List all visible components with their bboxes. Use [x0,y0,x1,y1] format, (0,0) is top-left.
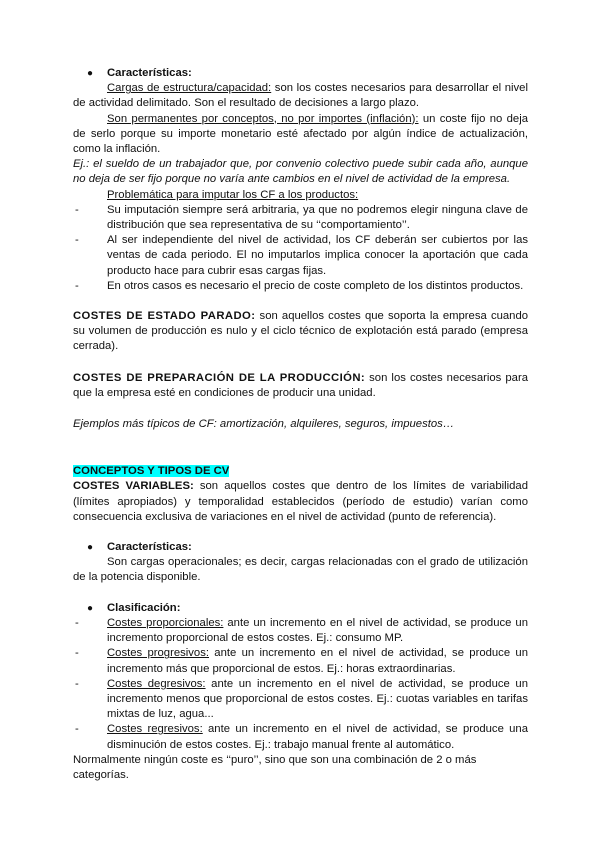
example-paragraph: Ej.: el sueldo de un trabajador que, por convenio colectivo puede subir cada año, aunque no deja de ser fijo porque no varía ante cambios en el nivel de actividad de la empresa. [73,158,528,186]
list-item [73,279,528,294]
paragraph-cargas-operacionales: Son cargas operacionales; es decir, cargas relacionadas con el grado de utilización de la potencia disponible. [73,556,528,584]
paragraph-permanentes [73,112,528,158]
list-item-text: Al ser independiente del nivel de actividad, los CF deberán ser cubiertos por las ventas de cada periodo. El no imputarlos implica conocer la aportación que cada producto hace para cubrir esas cargas fijas. [107,234,528,277]
list-item-text: Costes regresivos: ante un incremento en el nivel de actividad, se produce una disminución de estos costes. Ej.: trabajo manual frente al automático. [107,723,528,751]
paragraph-text: son los costes necesarios para que la empresa esté en condiciones de producir una unidad. [73,371,528,399]
term-label: COSTES DE ESTADO PARADO: [73,310,256,323]
list-item [73,646,528,676]
list-item [73,722,528,752]
list-item-text: Costes progresivos: ante un incremento en el nivel de actividad, se produce un incremento más que proporcional de estos. Ej.: horas extraordinarias. [107,647,528,675]
problematica-list [73,203,528,294]
paragraph-costes-variables [73,479,528,525]
dash-marker: - [75,647,79,660]
paragraph-preparacion [73,371,528,401]
document-page [73,66,528,783]
list-item-text: Su imputación siempre será arbitraria, ya que no podremos elegir ninguna clave de distribución que sea representativa de su ‘‘comportamiento’’. [107,203,528,232]
list-item [73,233,528,279]
clasificacion-list [73,616,528,753]
bullet-icon: ● [87,602,94,614]
section-subtitle: Características: [107,541,192,554]
dash-marker: - [75,616,79,629]
bullet-caracteristicas-cv [73,540,528,555]
dash-marker: - [75,723,79,736]
list-item-text: Costes proporcionales: ante un incremento en el nivel de actividad, se produce un incremento proporcional de estos costes. Ej.: consumo MP. [107,616,528,645]
section-subtitle: Clasificación: [107,601,181,614]
ejemplos-cf: Ejemplos más típicos de CF: amortización, alquileres, seguros, impuestos… [73,418,455,431]
bullet-icon: ● [87,68,94,79]
list-item [73,677,528,723]
section-subtitle: Características: [107,67,192,79]
list-item [73,616,528,646]
underlined-term: Cargas de estructura/capacidad: [107,82,272,95]
underlined-term: Son permanentes por conceptos, no por importes (inflación): [107,112,419,125]
paragraph-cargas-estructura [73,81,528,111]
paragraph-estado-parado [73,309,528,355]
bullet-caracteristicas-cf [73,66,528,81]
list-item-text: En otros casos es necesario el precio de coste completo de los distintos productos. [107,279,524,292]
dash-marker: - [75,677,79,690]
closing-paragraph: Normalmente ningún coste es ‘‘puro’’, sino que son una combinación de 2 o más categorías. [73,753,477,781]
list-item-text: Costes degresivos: ante un incremento en el nivel de actividad, se produce un incremento menos que proporcional de estos costes. Ej.: cuotas variables en tarifas mixtas de luz, agua... [107,677,528,721]
bullet-clasificacion [73,601,528,616]
list-item [73,203,528,233]
paragraph-text: son aquellos costes que dentro de los límites de variabilidad (límites apropiados) y temporalidad establecidos (período de estudio) varían como consecuencia exclusiva de variaciones en el nivel de actividad (punto de referencia). [73,480,528,523]
paragraph-text: son los costes necesarios para desarrollar el nivel de actividad delimitado. Son el resultado de decisiones a largo plazo. [73,82,528,110]
problematica-heading: Problemática para imputar los CF a los productos: [107,188,359,201]
bullet-icon: ● [87,542,94,554]
section-heading-cv: CONCEPTOS Y TIPOS DE CV [73,465,230,478]
paragraph-text: son aquellos costes que soporta la empresa cuando su volumen de producción es nulo y el ciclo técnico de explotación está parado (empresa cerrada). [73,310,529,353]
term-label: COSTES DE PREPARACIÓN DE LA PRODUCCIÓN: [73,371,366,384]
term-label: COSTES VARIABLES: [73,480,194,493]
dash-marker: - [75,279,79,292]
paragraph-text: un coste fijo no deja de serlo porque su importe monetario esté afectado por algún índice de actualización, como la inflación. [73,112,529,156]
dash-marker: - [75,234,79,247]
dash-marker: - [75,203,79,216]
